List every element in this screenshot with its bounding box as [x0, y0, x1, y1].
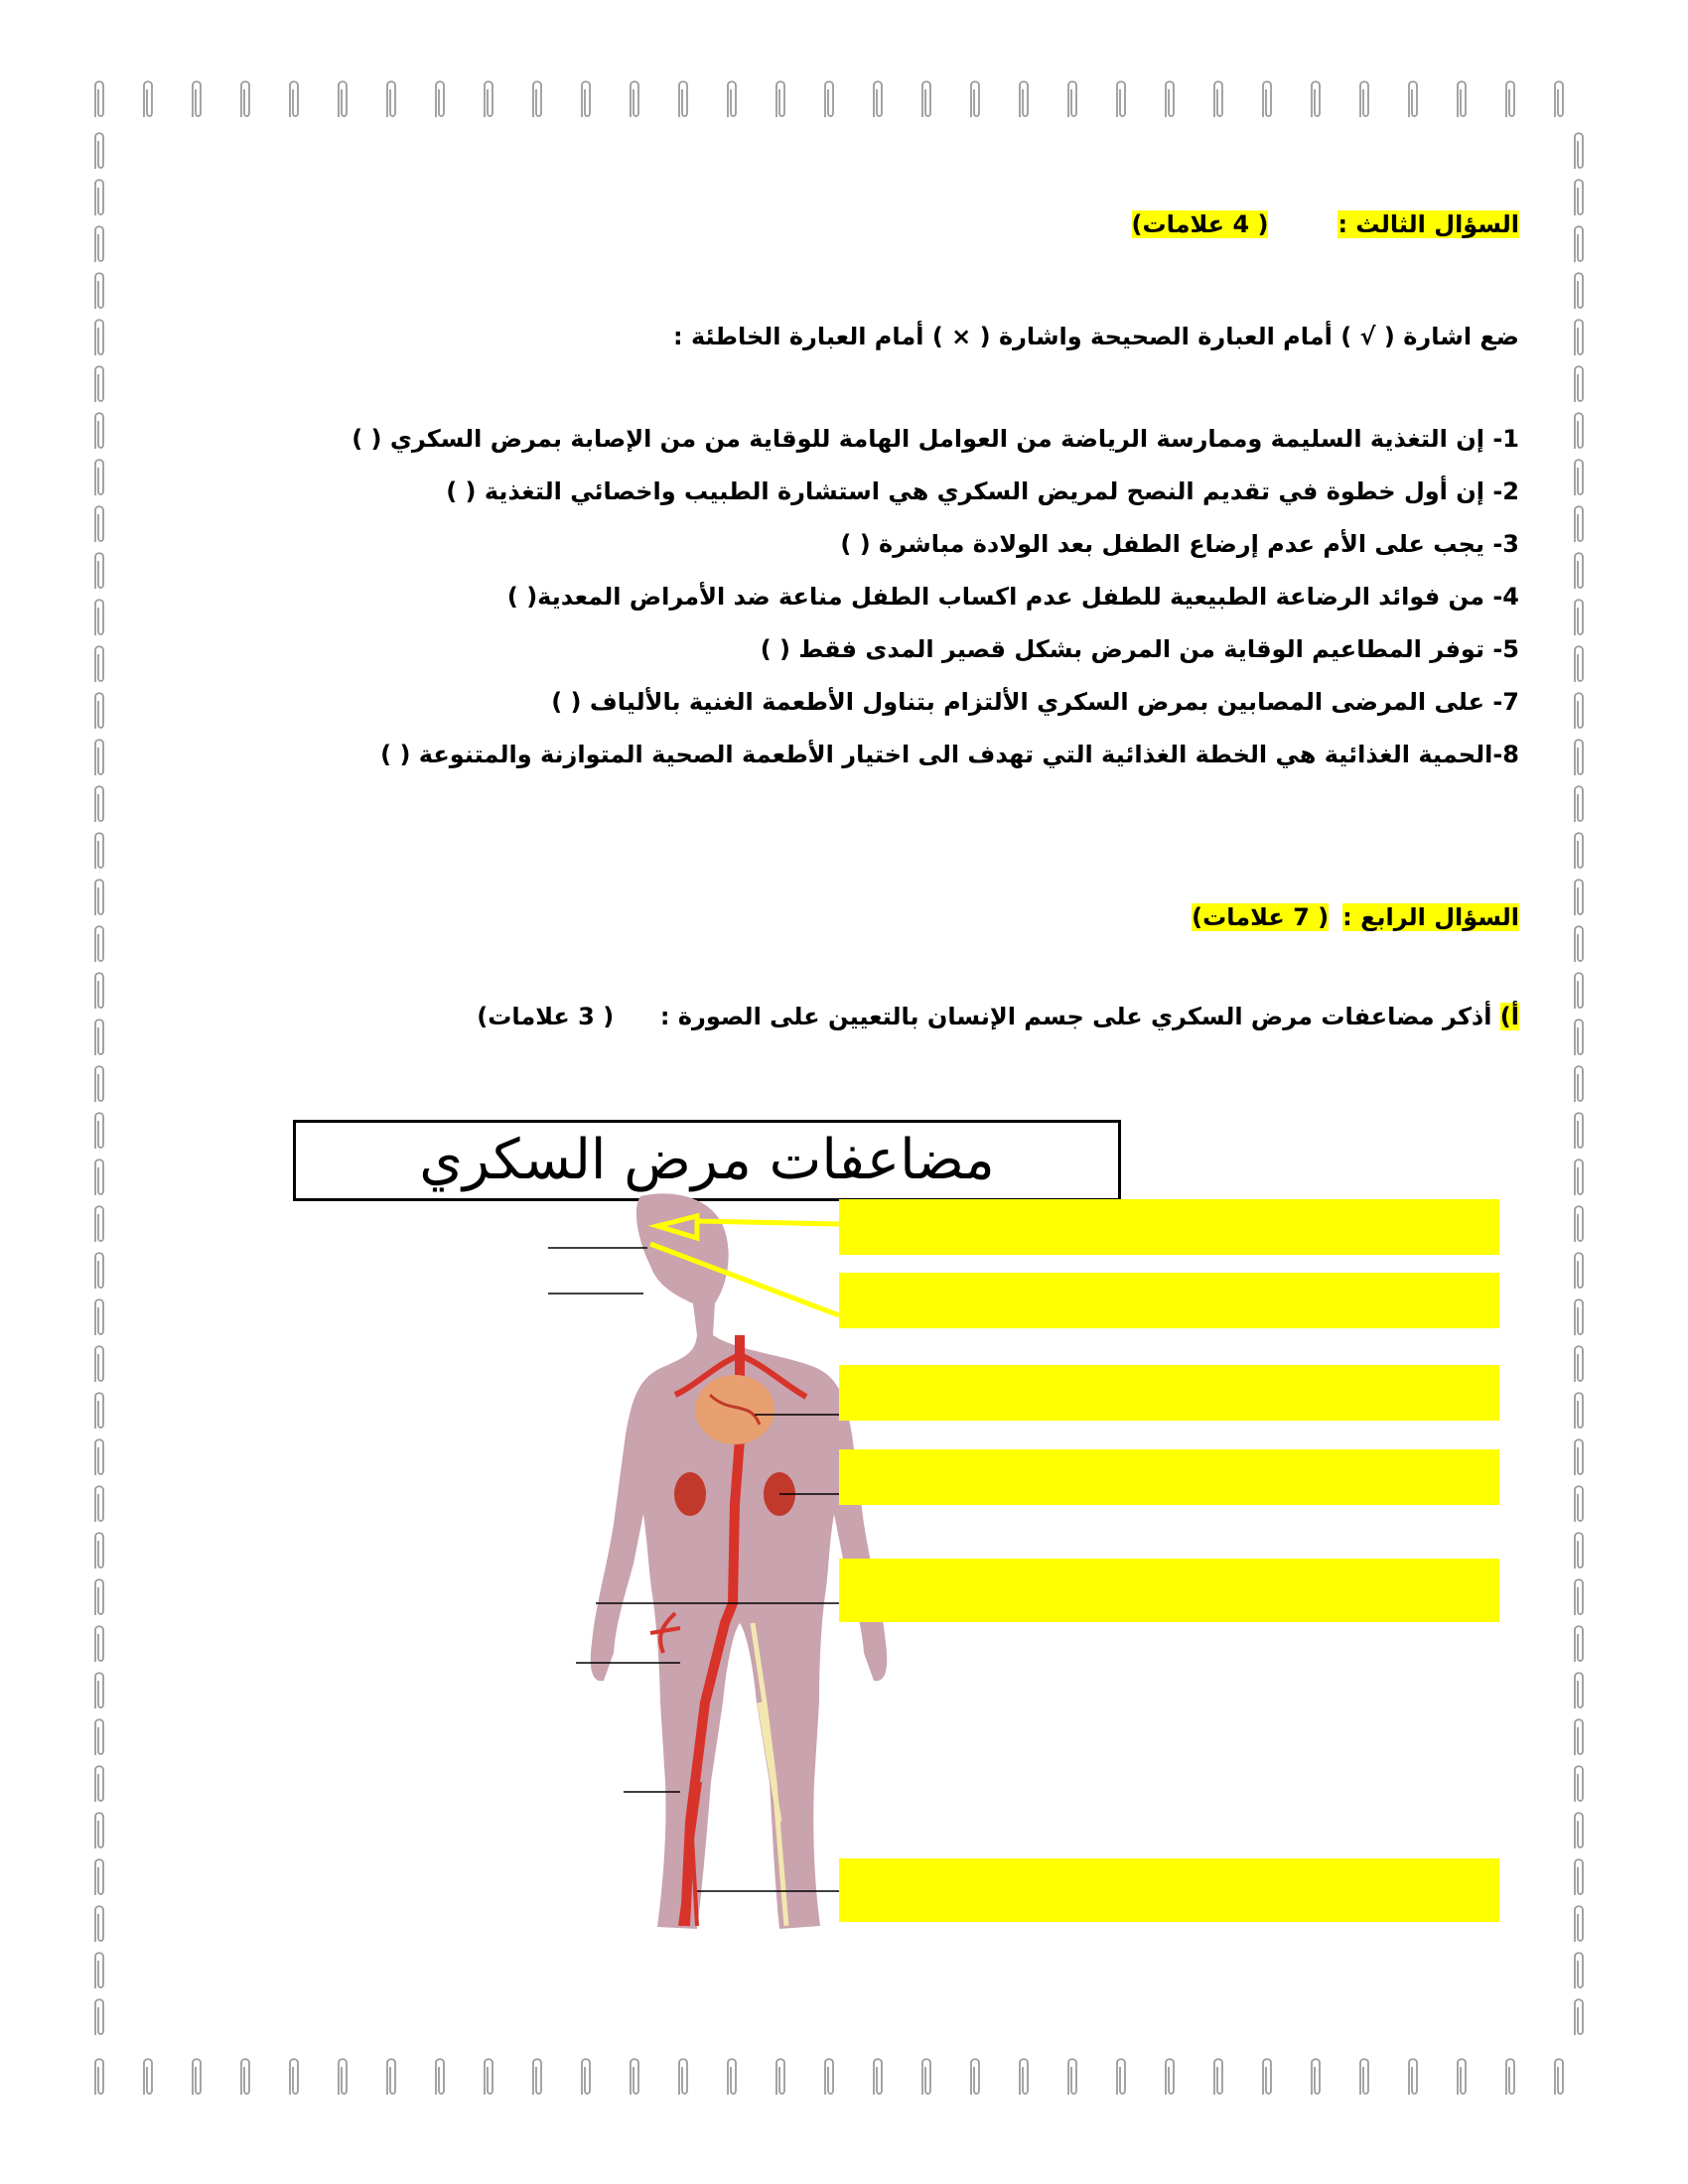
paperclip-icon [1571, 502, 1587, 546]
paperclip-icon [1571, 1202, 1587, 1246]
q3-title: السؤال الثالث : [1337, 210, 1519, 238]
paperclip-icon [1571, 1156, 1587, 1199]
paperclip-icon [1571, 1575, 1587, 1619]
paperclip-icon [1571, 1715, 1587, 1759]
paperclip-icon [91, 2055, 107, 2099]
paperclip-icon [91, 1902, 107, 1946]
paperclip-icon [91, 549, 107, 593]
paperclip-icon [91, 1389, 107, 1433]
paperclip-icon [1571, 1296, 1587, 1339]
paperclip-icon [1571, 1482, 1587, 1526]
paperclip-icon [1571, 1062, 1587, 1106]
paperclip-icon [91, 316, 107, 359]
paperclip-icon [91, 1249, 107, 1293]
paperclip-icon [140, 2055, 156, 2099]
paperclip-icon [1571, 456, 1587, 499]
paperclip-icon [1571, 362, 1587, 406]
paperclip-icon [91, 176, 107, 219]
paperclip-icon [91, 596, 107, 639]
q3-item-1: 1- إن التغذية السليمة وممارسة الرياضة من العوامل الهامة للوقاية من من الإصابة بمرض السكري ( ) [352, 425, 1519, 453]
diagram-title: مضاعفات مرض السكري [293, 1120, 1121, 1201]
paperclip-icon [91, 922, 107, 966]
paperclip-icon [91, 1995, 107, 2039]
paperclip-icon [1571, 549, 1587, 593]
paperclip-icon [91, 129, 107, 173]
q3-heading [1132, 210, 1520, 238]
paperclip-icon [1571, 1949, 1587, 1992]
paperclip-icon [1571, 876, 1587, 919]
paperclip-icon [1571, 176, 1587, 219]
paperclip-icon [1571, 316, 1587, 359]
paperclip-icon [1571, 1342, 1587, 1386]
paperclip-icon [91, 502, 107, 546]
paperclip-icon [1571, 1249, 1587, 1293]
q3-item-2: 2- إن أول خطوة في تقديم النصح لمريض السكري هي استشارة الطبيب واخصائي التغذية ( ) [446, 478, 1519, 505]
paperclip-icon [91, 1669, 107, 1712]
part-a-text: أذكر مضاعفات مرض السكري على جسم الإنسان بالتعيين على الصورة : [659, 1003, 1492, 1030]
paperclip-icon [1571, 1762, 1587, 1806]
paperclip-icon [91, 362, 107, 406]
paperclip-icon [91, 689, 107, 733]
paperclip-icon [1571, 1529, 1587, 1572]
paperclip-icon [91, 876, 107, 919]
paperclip-icon [1571, 1016, 1587, 1059]
q3-item-7: 7- على المرضى المصابين بمرض السكري الألتزام بتناول الأطعمة الغنية بالألياف ( ) [551, 688, 1519, 716]
paperclip-icon [1571, 1109, 1587, 1153]
paperclip-icon [91, 1809, 107, 1852]
paperclip-icon [1571, 642, 1587, 686]
paperclip-icon [91, 1109, 107, 1153]
paperclip-icon [1571, 409, 1587, 453]
q4-part-a [477, 1003, 1519, 1030]
label-bar-1[interactable] [839, 1199, 1499, 1255]
paperclip-icon [91, 1715, 107, 1759]
label-bar-2[interactable] [839, 1273, 1499, 1328]
paperclip-icon [1571, 129, 1587, 173]
label-bar-5[interactable] [839, 1559, 1499, 1622]
paperclip-icon [91, 77, 107, 121]
q3-marks: ( 4 علامات) [1131, 210, 1269, 238]
q3-item-4: 4- من فوائد الرضاعة الطبيعية للطفل عدم اكساب الطفل مناعة ضد الأمراض المعدية( ) [506, 583, 1519, 611]
q4-heading [1192, 903, 1519, 931]
paperclip-icon [1571, 1435, 1587, 1479]
paperclip-icon [1571, 829, 1587, 873]
paperclip-icon [91, 1855, 107, 1899]
paperclip-icon [91, 736, 107, 779]
paperclip-icon [91, 1062, 107, 1106]
paperclip-icon [1551, 2055, 1567, 2099]
q4-marks: ( 7 علامات) [1192, 903, 1330, 931]
paperclip-icon [91, 829, 107, 873]
paperclip-icon [1571, 1389, 1587, 1433]
paperclip-icon [1571, 1995, 1587, 2039]
paperclip-icon [91, 969, 107, 1013]
paperclip-icon [91, 1762, 107, 1806]
paperclip-icon [1571, 736, 1587, 779]
paperclip-icon [91, 1575, 107, 1619]
paperclip-icon [91, 222, 107, 266]
paperclip-icon [140, 77, 156, 121]
paperclip-icon [91, 1435, 107, 1479]
paperclip-icon [1571, 1902, 1587, 1946]
paperclip-icon [1571, 782, 1587, 826]
paperclip-icon [91, 1296, 107, 1339]
q3-item-8: 8-الحمية الغذائية هي الخطة الغذائية التي تهدف الى اختيار الأطعمة الصحية المتوازنة والمتنوعة ( ) [380, 741, 1519, 768]
q3-instruction: ضع اشارة ( √ ) أمام العبارة الصحيحة واشارة ( × ) أمام العبارة الخاطئة : [673, 323, 1519, 350]
q4-title: السؤال الرابع : [1342, 903, 1519, 931]
paperclip-icon [91, 1342, 107, 1386]
paperclip-icon [1571, 1669, 1587, 1712]
label-bar-6[interactable] [839, 1858, 1499, 1922]
paperclip-icon [91, 1622, 107, 1666]
label-bar-4[interactable] [839, 1449, 1499, 1505]
paperclip-icon [91, 409, 107, 453]
label-bar-3[interactable] [839, 1365, 1499, 1421]
paperclip-icon [1571, 969, 1587, 1013]
paperclip-icon [1571, 689, 1587, 733]
paperclip-icon [1571, 1809, 1587, 1852]
paperclip-icon [91, 1482, 107, 1526]
paperclip-icon [91, 782, 107, 826]
paperclip-icon [1571, 1855, 1587, 1899]
paperclip-icon [1571, 222, 1587, 266]
paperclip-icon [1551, 77, 1567, 121]
paperclip-icon [1571, 269, 1587, 313]
q3-item-3: 3- يجب على الأم عدم إرضاع الطفل بعد الولادة مباشرة ( ) [840, 530, 1519, 558]
paperclip-icon [91, 269, 107, 313]
paperclip-icon [1571, 1622, 1587, 1666]
paperclip-icon [91, 456, 107, 499]
paperclip-icon [91, 1949, 107, 1992]
paperclip-icon [1571, 596, 1587, 639]
part-a-letter: أ) [1499, 1003, 1519, 1030]
paperclip-icon [91, 1202, 107, 1246]
paperclip-icon [91, 1529, 107, 1572]
paperclip-icon [1571, 922, 1587, 966]
paperclip-icon [91, 642, 107, 686]
q3-item-5: 5- توفر المطاعيم الوقاية من المرض بشكل قصير المدى فقط ( ) [760, 635, 1519, 663]
part-a-marks: ( 3 علامات) [477, 1003, 615, 1030]
paperclip-icon [91, 1016, 107, 1059]
paperclip-icon [91, 1156, 107, 1199]
